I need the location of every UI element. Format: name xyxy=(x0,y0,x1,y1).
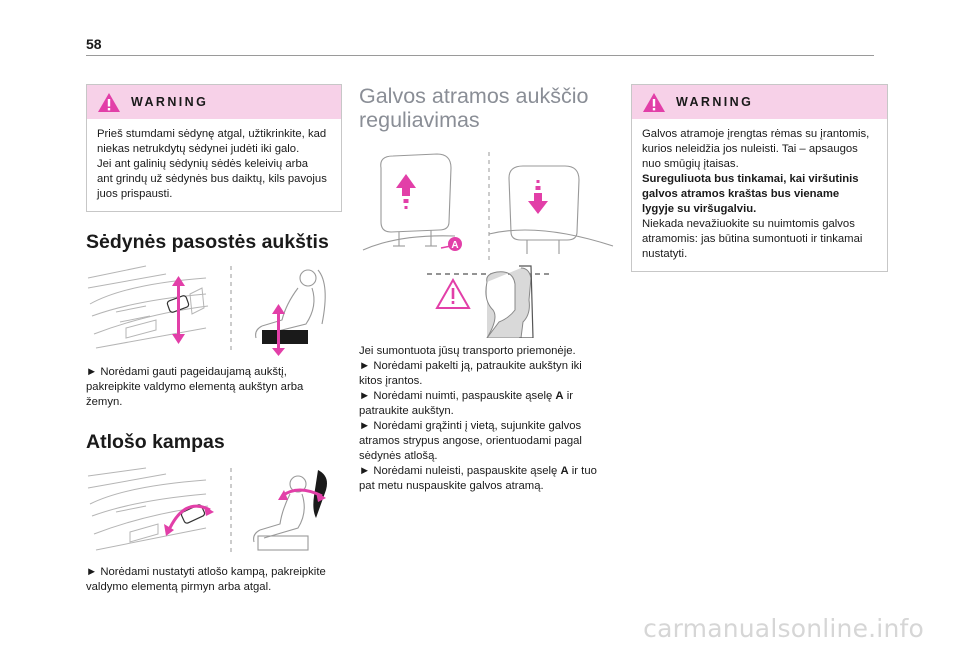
warning-line: kurios neleidžia jos nuleisti. Tai – apsaugos xyxy=(642,143,858,155)
instruction-line: pakreipkite valdymo elementą aukštyn arba xyxy=(86,381,304,393)
column-right xyxy=(631,84,888,272)
instruction-line xyxy=(359,389,617,404)
warning-box-seat xyxy=(86,84,342,212)
warning-line: nuo smūgių įtaisas. xyxy=(642,158,739,170)
warning-triangle-icon xyxy=(97,92,121,113)
instruction-line: Jei sumontuota jūsų transporto priemonėje. xyxy=(359,345,576,357)
warning-title: WARNING xyxy=(131,95,209,109)
column-left xyxy=(86,84,342,595)
warning-line: juos prispausti. xyxy=(97,188,173,200)
top-divider xyxy=(86,55,874,56)
warning-title: WARNING xyxy=(676,95,754,109)
headrest-illustration xyxy=(359,150,617,338)
instruction-line: kitos įrantos. xyxy=(359,375,423,387)
instruction-line: valdymo elementą pirmyn arba atgal. xyxy=(86,581,272,593)
page-number: 58 xyxy=(86,36,102,52)
warning-header xyxy=(632,85,887,119)
instruction-line: ► Norėdami grąžinti į vietą, sujunkite galvos xyxy=(359,420,582,432)
instruction-line: atramos strypus angose, orientuodami pagal xyxy=(359,435,582,447)
backrest-angle-instructions xyxy=(86,565,342,595)
section-title-backrest-angle: Atlošo kampas xyxy=(86,431,225,453)
instruction-line: ► Norėdami gauti pageidaujamą aukštį, xyxy=(86,366,287,378)
instruction-line: patraukite aukštyn. xyxy=(359,405,454,417)
instruction-line: žemyn. xyxy=(86,396,123,408)
section-title-seat-height: Sėdynės pasostės aukštis xyxy=(86,231,329,253)
warning-text xyxy=(632,119,887,271)
instruction-text: ir xyxy=(563,390,574,402)
title-line: reguliavimas xyxy=(359,108,480,132)
warning-line: atramomis: jas būtina sumontuoti ir tinkamai xyxy=(642,233,863,245)
warning-triangle-icon xyxy=(642,92,666,113)
warning-header xyxy=(87,85,341,119)
seat-height-illustration xyxy=(86,264,342,356)
warning-line: Prieš stumdami sėdynę atgal, užtikrinkite, kad xyxy=(97,128,327,140)
column-middle xyxy=(359,84,617,494)
title-line: Galvos atramos aukščio xyxy=(359,84,589,108)
instruction-line xyxy=(359,464,617,479)
instruction-text: ► Norėdami nuimti, paspauskite ąselę xyxy=(359,390,556,402)
warning-line-bold: lygyje su viršugalviu. xyxy=(642,203,757,215)
warning-line-bold: galvos atramos kraštas bus viename xyxy=(642,188,840,200)
instruction-text: ► Norėdami nuleisti, paspauskite ąselę xyxy=(359,465,561,477)
label-a: A xyxy=(451,240,459,251)
section-title-headrest xyxy=(359,84,617,132)
warning-line: ant grindų už sėdynės bus daiktų, kils pavojus xyxy=(97,173,327,185)
tab-a-label: A xyxy=(555,390,564,402)
headrest-instructions xyxy=(359,344,617,494)
seat-height-instructions xyxy=(86,365,342,410)
warning-line: Niekada nevažiuokite su nuimtomis galvos xyxy=(642,218,855,230)
warning-text xyxy=(87,119,341,211)
watermark: carmanualsonline.info xyxy=(643,614,924,643)
instruction-line: ► Norėdami pakelti ją, patraukite aukštyn iki xyxy=(359,360,582,372)
tab-a-label: A xyxy=(560,465,569,477)
warning-line: Jei ant galinių sėdynių sėdės keleivių arba xyxy=(97,158,309,170)
warning-box-headrest xyxy=(631,84,888,272)
instruction-line: pat metu nuspauskite galvos atramą. xyxy=(359,480,544,492)
backrest-angle-illustration xyxy=(86,466,342,556)
warning-line: niekas netrukdytų sėdynei judėti iki galo. xyxy=(97,143,300,155)
warning-line-bold: Sureguliuota bus tinkamai, kai viršutinis xyxy=(642,173,859,185)
instruction-text: ir tuo xyxy=(568,465,597,477)
instruction-line: sėdynės atlošą. xyxy=(359,450,438,462)
instruction-line: ► Norėdami nustatyti atlošo kampą, pakreipkite xyxy=(86,566,326,578)
warning-line: Galvos atramoje įrengtas rėmas su įrantomis, xyxy=(642,128,870,140)
warning-line: nustatyti. xyxy=(642,248,688,260)
